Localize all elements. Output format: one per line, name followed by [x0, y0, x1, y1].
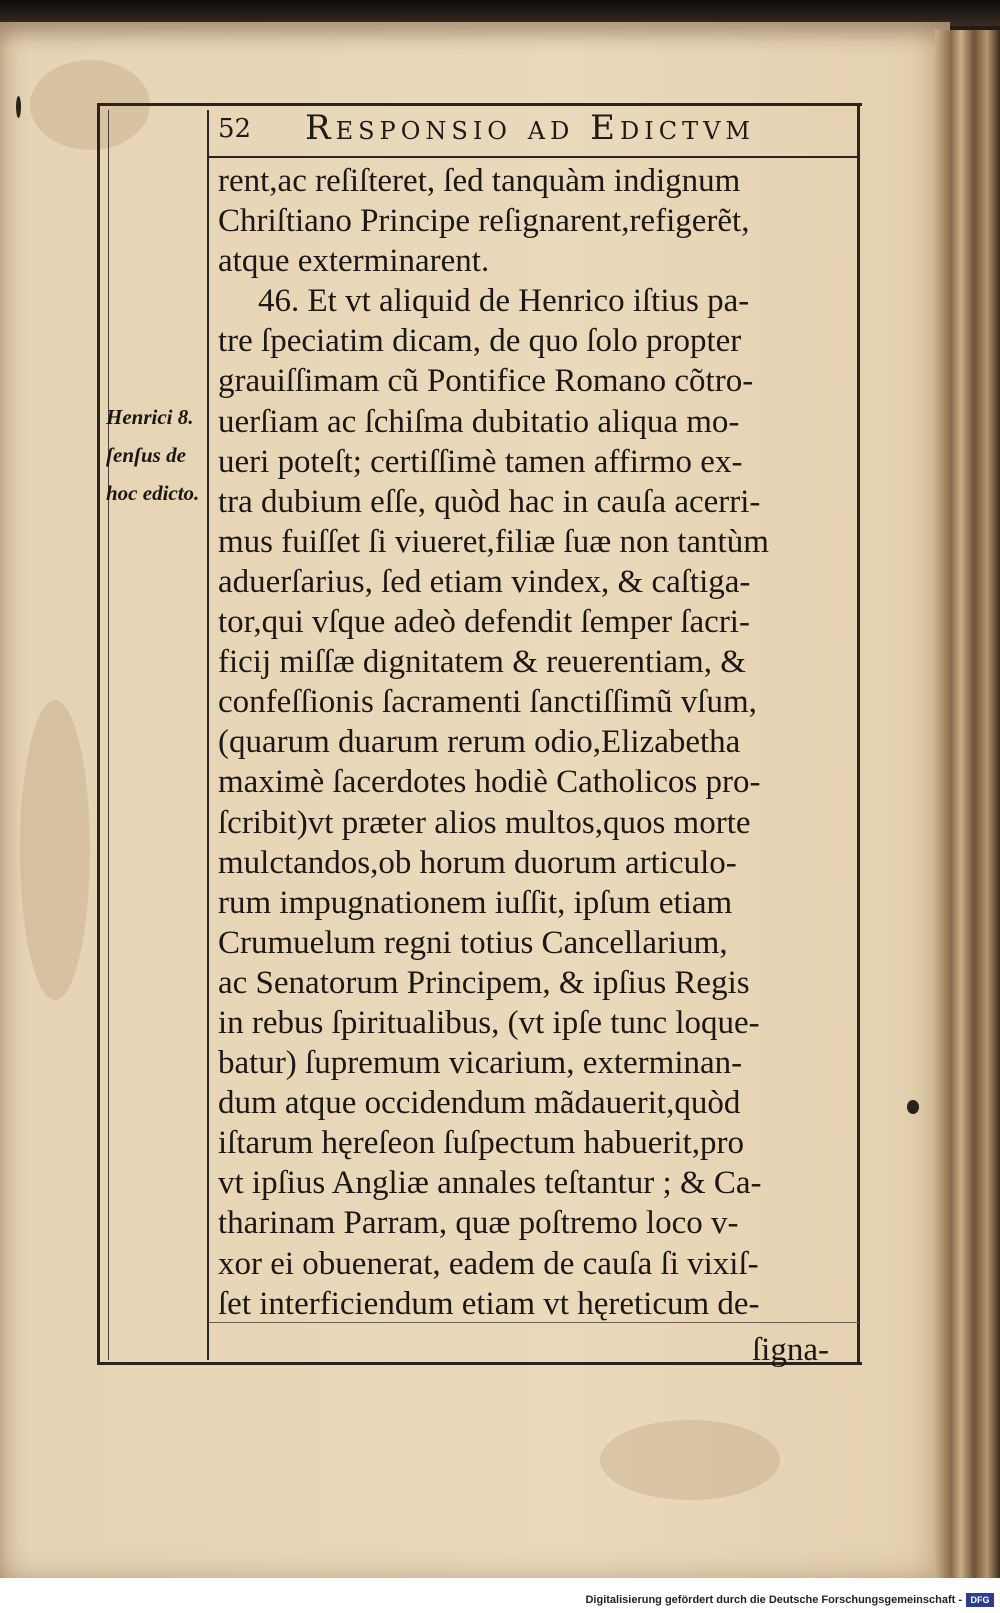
- catchword: ſigna-: [752, 1332, 829, 1368]
- frame-right-rule: [857, 103, 860, 1365]
- text-line: rum impugnationem iuſſit, ipſum etiam: [218, 884, 733, 921]
- text-line: rent,ac reſiſteret, ſed tanquàm indignum: [218, 163, 741, 199]
- marginal-note-line: hoc edicto.: [106, 481, 200, 505]
- text-line: tra dubium eſſe, quòd hac in cauſa acerri-: [218, 483, 761, 520]
- text-line: grauiſſimam cũ Pontifice Romano cõtro-: [218, 363, 754, 400]
- text-line: dum atque occidendum mãdauerit,quòd: [218, 1085, 741, 1122]
- text-line: ac Senatorum Principem, & ipſius Regis: [218, 964, 750, 1001]
- page-number: 52: [218, 114, 252, 144]
- text-line: tharinam Parram, quæ poſtremo loco v-: [218, 1205, 739, 1242]
- dfg-logo: DFG: [966, 1593, 994, 1607]
- paper-stain: [20, 700, 90, 1000]
- book-fore-edge: [935, 30, 1000, 1578]
- text-line: batur) ſupremum vicarium, exterminan-: [218, 1045, 743, 1082]
- text-line: in rebus ſpiritualibus, (vt ipſe tunc loque-: [218, 1004, 760, 1041]
- frame-left-inner-rule: [108, 110, 109, 1360]
- text-line: ficij miſſæ dignitatem & reuerentiam, &: [218, 644, 746, 681]
- text-line: uerſiam ac ſchiſma dubitatio aliqua mo-: [218, 403, 740, 440]
- ink-mark: [16, 96, 21, 118]
- marginal-note: [106, 398, 211, 512]
- text-line: atque exterminarent.: [218, 243, 490, 280]
- ink-blot: [907, 1100, 919, 1114]
- text-line: Chriſtiano Principe reſignarent,refigerẽt,: [218, 203, 750, 240]
- text-line: tre ſpeciatim dicam, de quo ſolo propter: [218, 323, 742, 360]
- text-line: Crumuelum regni totius Cancellarium,: [218, 924, 728, 961]
- text-line: (quarum duarum rerum odio,Elizabetha: [218, 724, 741, 761]
- paragraph-start-line: 46. Et vt aliquid de Henrico iſtius pa-: [258, 283, 750, 320]
- text-line: ſet interficiendum etiam vt hęreticum de-: [218, 1285, 760, 1322]
- text-line: maximè ſacerdotes hodiè Catholicos pro-: [218, 764, 761, 801]
- text-line: xor ei obuenerat, eadem de cauſa ſi vixiſ-: [218, 1245, 759, 1282]
- text-line: ſcribit)vt præter alios multos,quos morte: [218, 804, 751, 841]
- marginal-note-line: Henrici 8.: [106, 405, 194, 429]
- header-rule: [209, 156, 859, 158]
- text-line: aduerſarius, ſed etiam vindex, & caſtiga-: [218, 563, 751, 600]
- paper-stain: [600, 1420, 780, 1500]
- marginal-note-line: ſenſus de: [106, 443, 186, 467]
- text-line: mulctandos,ob horum duorum articulo-: [218, 844, 737, 881]
- text-line: ueri poteſt; certiſſimè tamen affirmo ex-: [218, 443, 743, 480]
- digitization-credit: Digitalisierung gefördert durch die Deutsche Forschungsgemeinschaft -: [585, 1594, 962, 1606]
- text-line: vt ipſius Angliæ annales teſtantur ; & Ca-: [218, 1165, 762, 1202]
- frame-bottom-rule: [97, 1362, 862, 1365]
- frame-left-rule: [97, 103, 100, 1365]
- text-line: tor,qui vſque adeò defendit ſemper ſacri-: [218, 604, 750, 641]
- main-text-block: [218, 161, 853, 1324]
- frame-top-rule: [97, 103, 862, 106]
- frame-gutter-rule: [207, 110, 209, 1360]
- running-title: Responsio ad Edictvm: [305, 108, 755, 148]
- text-line: confeſſionis ſacramenti ſanctiſſimũ vſum,: [218, 684, 757, 721]
- text-line: mus fuiſſet ſi viueret,filiæ ſuæ non tantùm: [218, 523, 769, 560]
- text-line: iſtarum hęreſeon ſuſpectum habuerit,pro: [218, 1125, 744, 1162]
